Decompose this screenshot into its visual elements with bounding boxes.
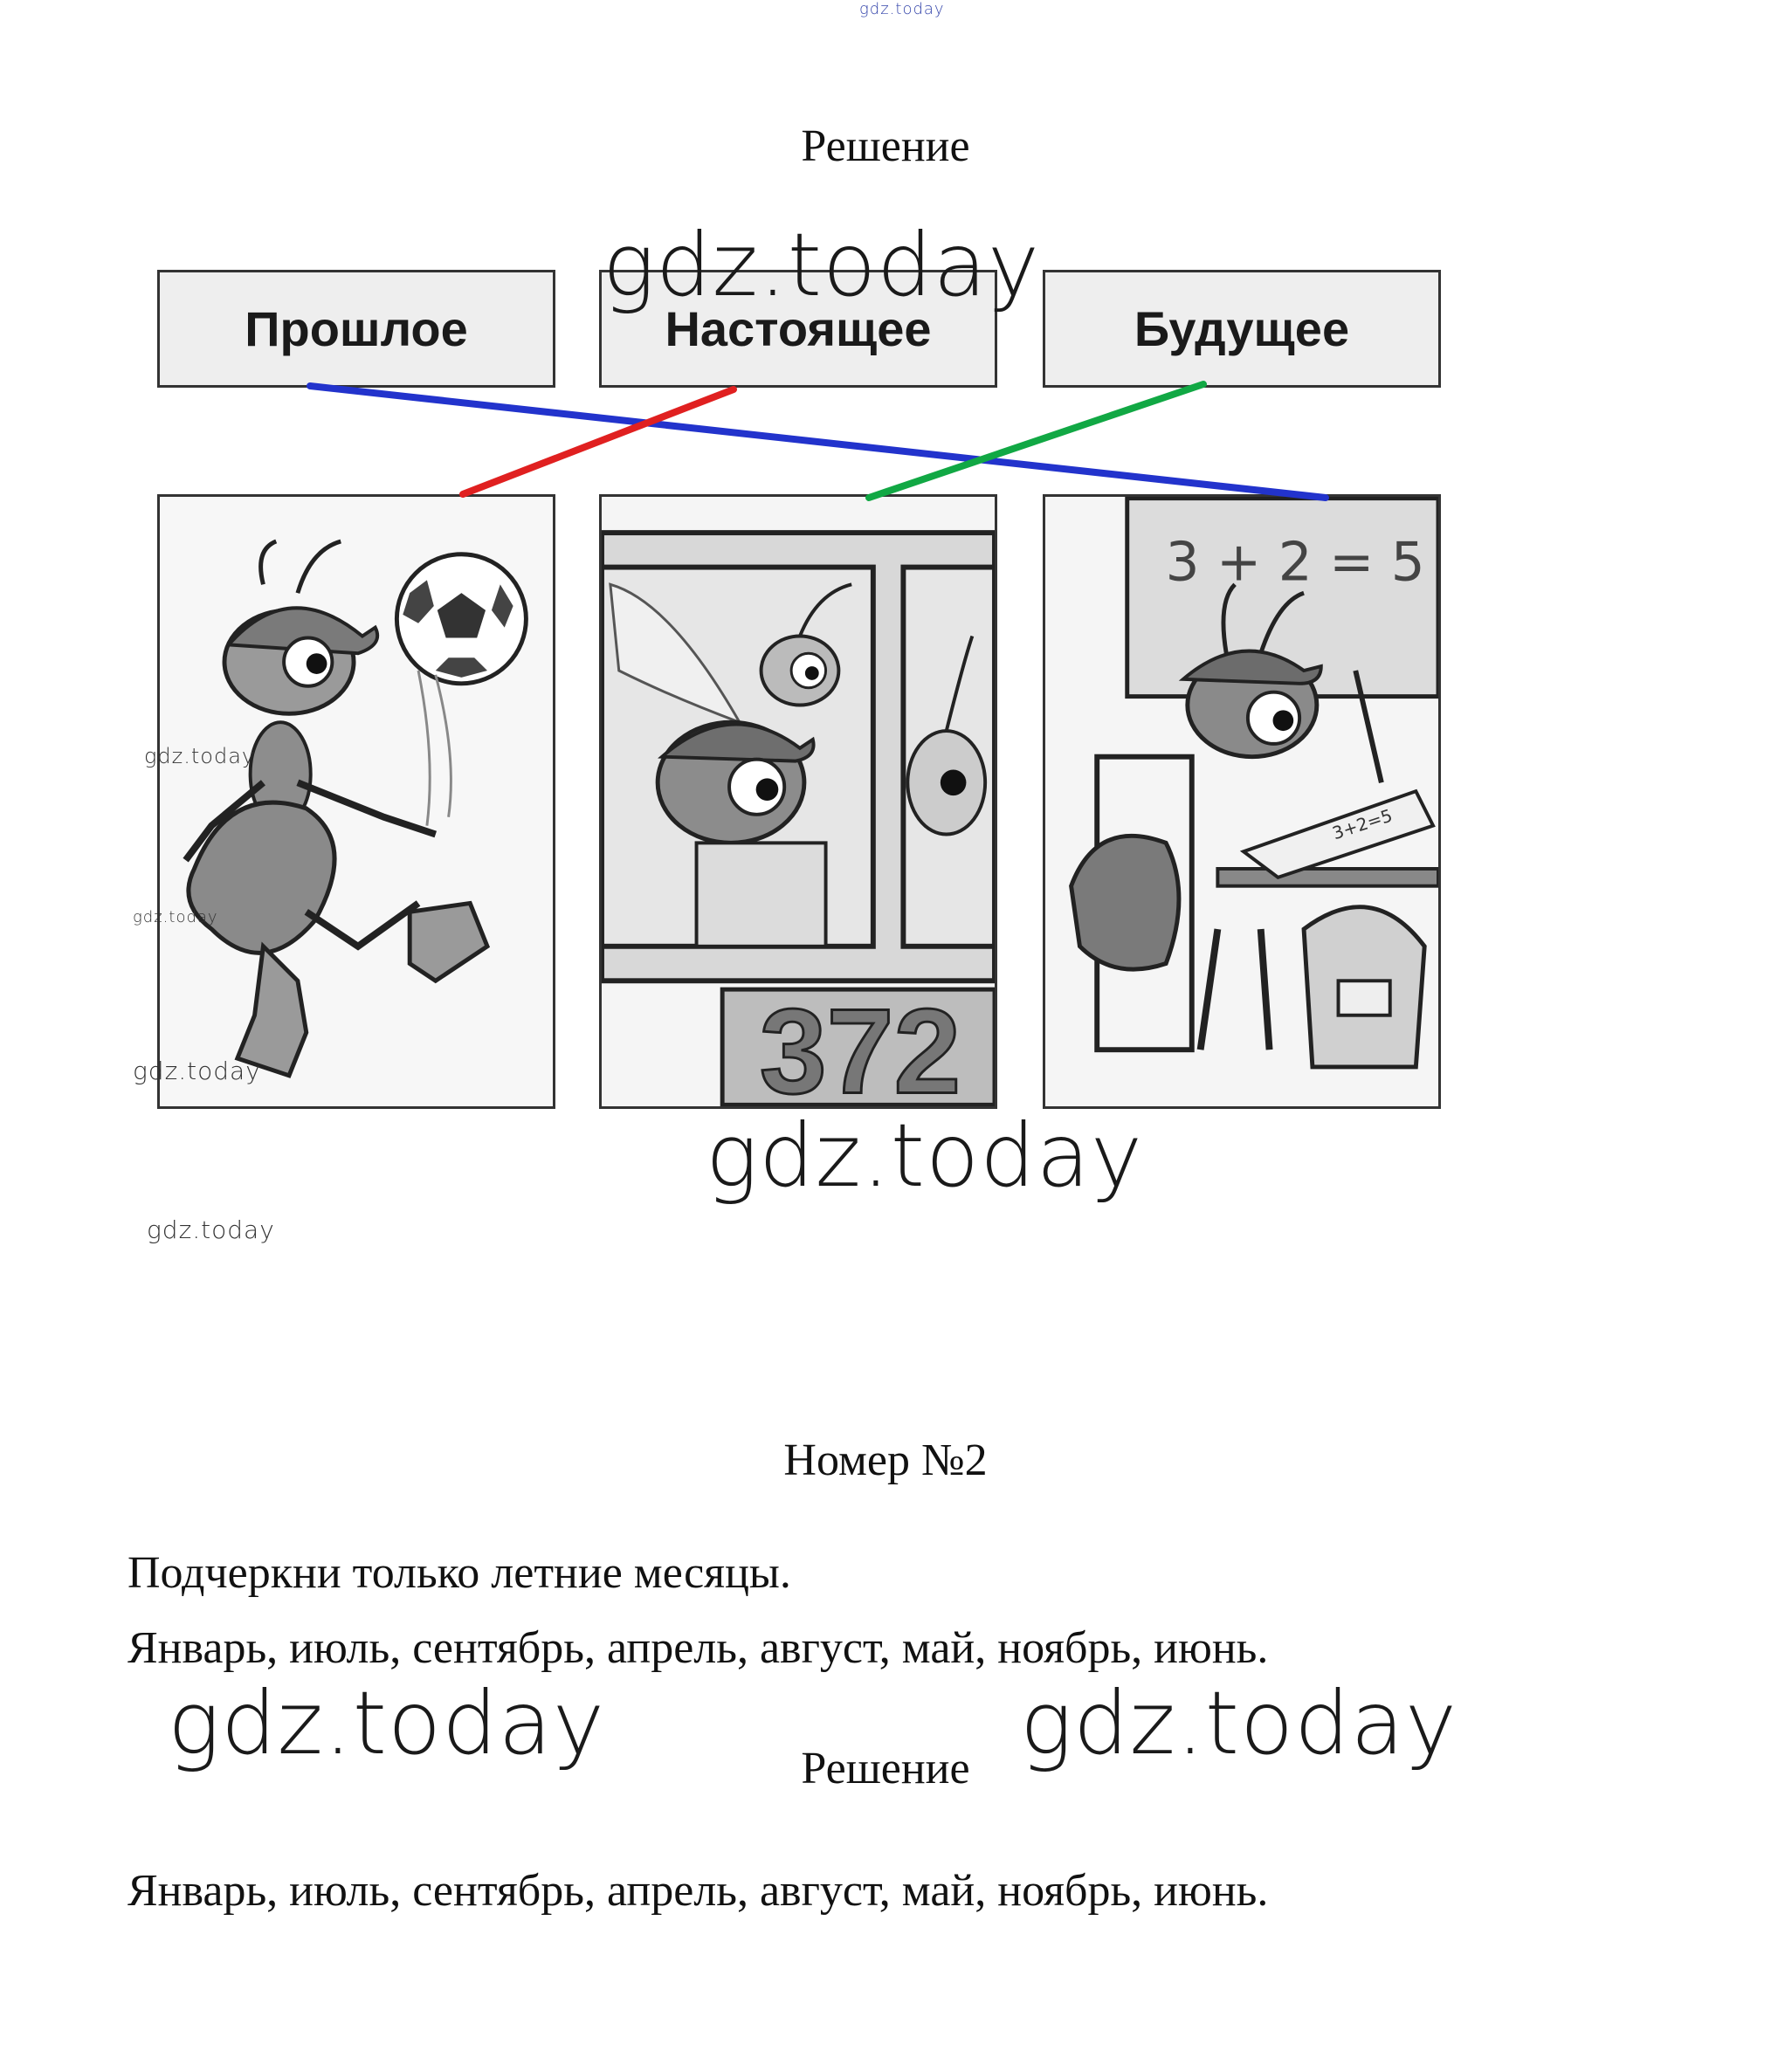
watermark-big-2: gdz.today	[706, 1105, 1144, 1207]
book-equation: 3+2=5	[1329, 805, 1395, 844]
label-future: Будущее	[1043, 270, 1441, 388]
label-present: Настоящее	[599, 270, 997, 388]
watermark-small-4: gdz.today	[147, 1215, 275, 1244]
bus-number: 372	[759, 984, 961, 1106]
watermark-big-4: gdz.today	[1020, 1672, 1458, 1774]
watermark-top: gdz.today	[859, 0, 945, 18]
watermark-small-2: gdz.today	[133, 908, 218, 926]
months-line: Январь, июль, сентябрь, апрель, август, май, ноябрь, июнь.	[127, 1623, 1269, 1673]
ant-football-icon	[160, 497, 553, 1106]
watermark-small-3: gdz.today	[133, 1057, 261, 1085]
solution-heading-1: Решение	[801, 121, 970, 171]
answer-line: Январь, июль, сентябрь, апрель, август, май, ноябрь, июнь.	[127, 1866, 1269, 1916]
board-equation: 3 + 2 = 5	[1165, 531, 1425, 594]
line-past-to-school	[310, 386, 1326, 498]
solution-heading-2: Решение	[801, 1744, 970, 1793]
task-number-heading: Номер №2	[783, 1435, 988, 1485]
line-future-to-bus	[869, 384, 1203, 498]
ant-school-icon	[1045, 497, 1438, 1106]
panel-football	[157, 494, 555, 1109]
watermark-big-3: gdz.today	[168, 1672, 606, 1774]
line-present-to-football	[463, 389, 734, 494]
panel-bus	[599, 494, 997, 1109]
ant-bus-icon	[602, 497, 995, 1106]
watermark-big-1: gdz.today	[603, 214, 1041, 316]
watermark-small-1: gdz.today	[144, 744, 256, 768]
panel-school	[1043, 494, 1441, 1109]
task-text: Подчеркни только летние месяцы.	[127, 1548, 791, 1598]
label-past: Прошлое	[157, 270, 555, 388]
